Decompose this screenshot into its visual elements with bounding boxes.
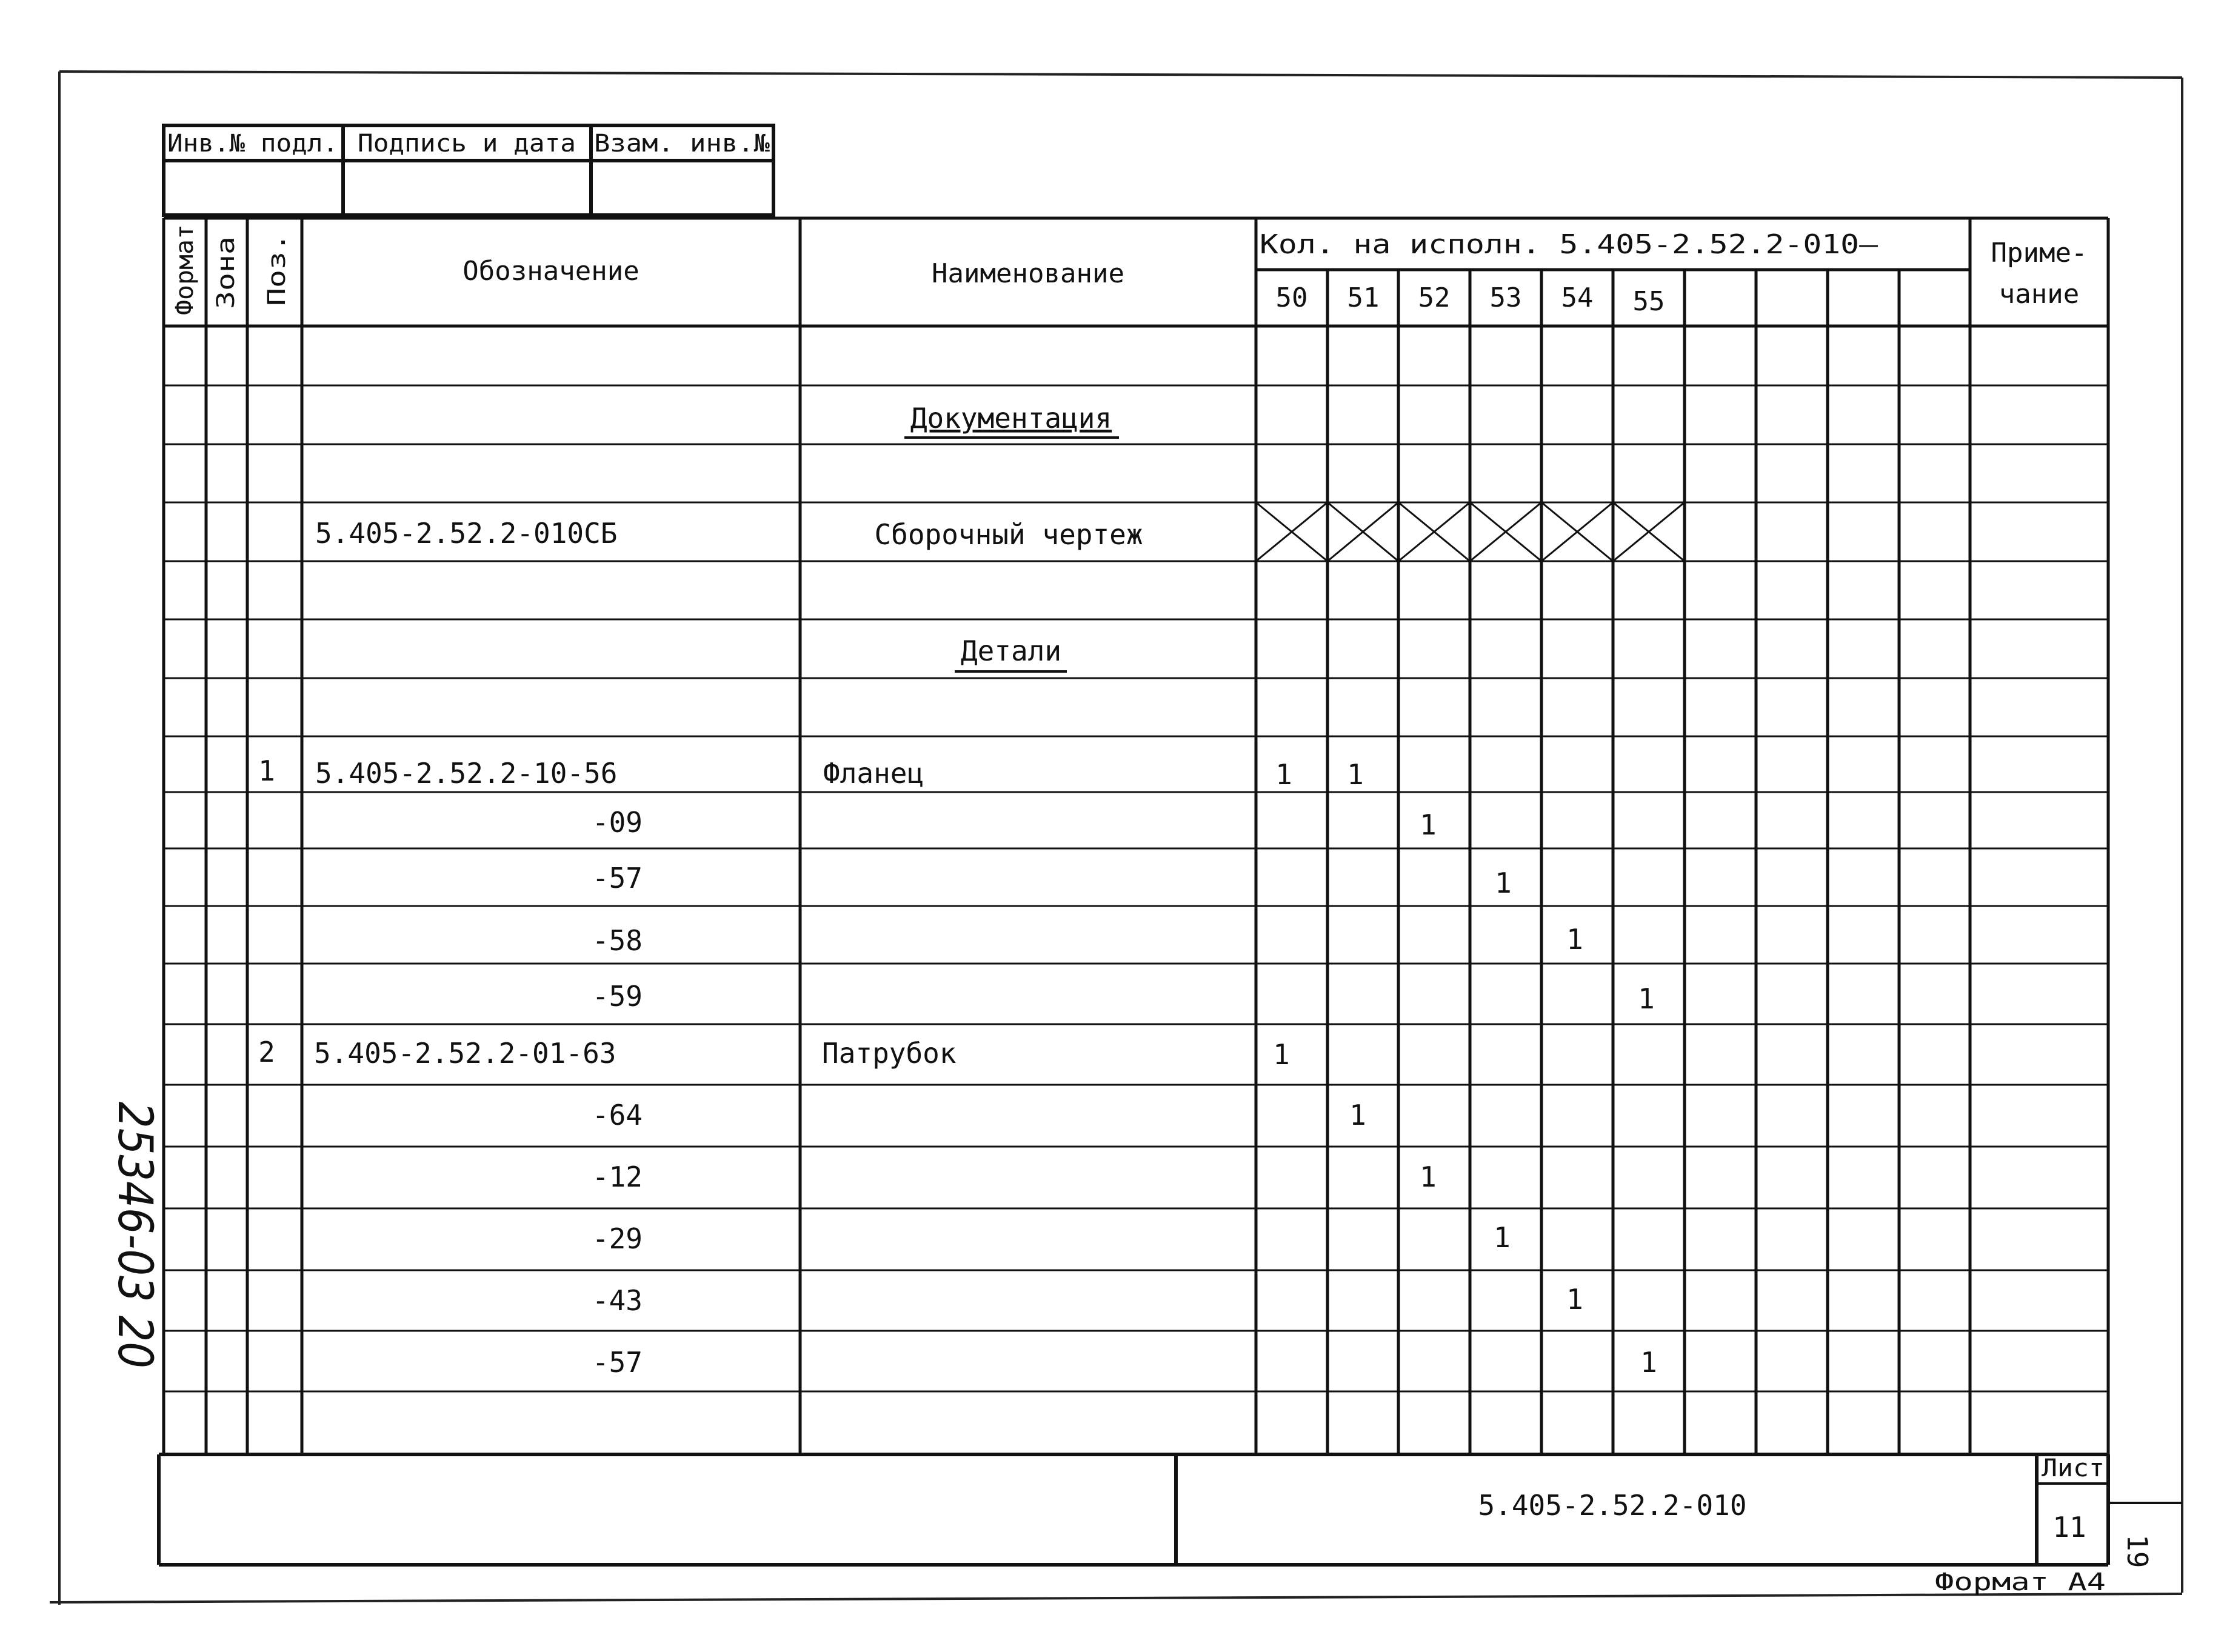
item-qty: 1 [1566,923,1583,956]
item-designation: -57 [592,1346,643,1379]
item-qty: 1 [1275,758,1292,791]
item-qty: 1 [1638,982,1655,1015]
title-block-grid [159,1454,2182,1565]
header-format: Формат [171,227,199,315]
item-qty: 1 [1273,1038,1290,1071]
item-qty: 1 [1640,1346,1657,1379]
header-zone: Зона [212,250,240,309]
item-designation: -43 [592,1284,643,1317]
format-label: Формат А4 [1935,1568,2106,1596]
item-qty: 1 [1349,1099,1366,1131]
stamp-header-vzam-inv: Взам. инв.№ [594,130,770,158]
item-name: Фланец [823,757,924,790]
page-number: 19 [2121,1534,2154,1568]
item-qty: 1 [1495,867,1512,899]
header-qty-group: Кол. на исполн. 5.405-2.52.2-010– [1260,229,1878,260]
item-pos: 1 [258,754,275,787]
item-qty: 1 [1420,1161,1437,1193]
item-designation: -59 [592,980,643,1013]
doc-row-designation: 5.405-2.52.2-010СБ [315,517,618,550]
header-note-line2: чание [1999,279,2080,310]
item-qty: 1 [1347,758,1364,791]
item-designation: 5.405-2.52.2-10-56 [315,757,618,790]
variant-header: 55 [1632,286,1665,317]
header-designation: Обозначение [462,256,639,287]
item-designation: -57 [592,862,643,894]
item-qty: 1 [1494,1221,1511,1254]
variant-header: 52 [1418,282,1451,313]
item-designation: -09 [592,806,643,839]
item-designation: -29 [592,1222,643,1255]
section-documentation: Документация [910,402,1112,435]
variant-header: 53 [1489,282,1522,313]
variant-header: 51 [1347,282,1380,313]
stamp-header-signature-date: Подпись и дата [358,130,576,158]
title-block-designation: 5.405-2.52.2-010 [1478,1489,1747,1522]
item-qty: 1 [1566,1283,1583,1316]
item-designation: 5.405-2.52.2-01-63 [314,1037,616,1070]
item-qty: 1 [1420,808,1437,841]
item-designation: -58 [592,924,643,957]
variant-header: 54 [1561,282,1594,313]
outer-frame [50,72,2182,1605]
item-name: Патрубок [822,1037,957,1070]
doc-row-name: Сборочный чертеж [874,518,1143,551]
item-designation: -12 [592,1161,643,1193]
item-designation: -64 [592,1099,643,1131]
spec-table-grid [164,218,2108,1454]
header-note-line1: Приме- [1991,238,2088,268]
variant-header: 50 [1275,282,1308,313]
sheet-label: Лист [2042,1454,2105,1482]
header-name: Наименование [932,258,1124,289]
sheet-number: 11 [2052,1511,2086,1544]
stamp-header-inv-podl: Инв.№ подл. [167,130,338,158]
side-archive-note: 25346-03 20 [107,1102,162,1405]
header-pos: Поз. [263,247,291,306]
item-pos: 2 [258,1036,275,1068]
section-details: Детали [960,634,1062,667]
